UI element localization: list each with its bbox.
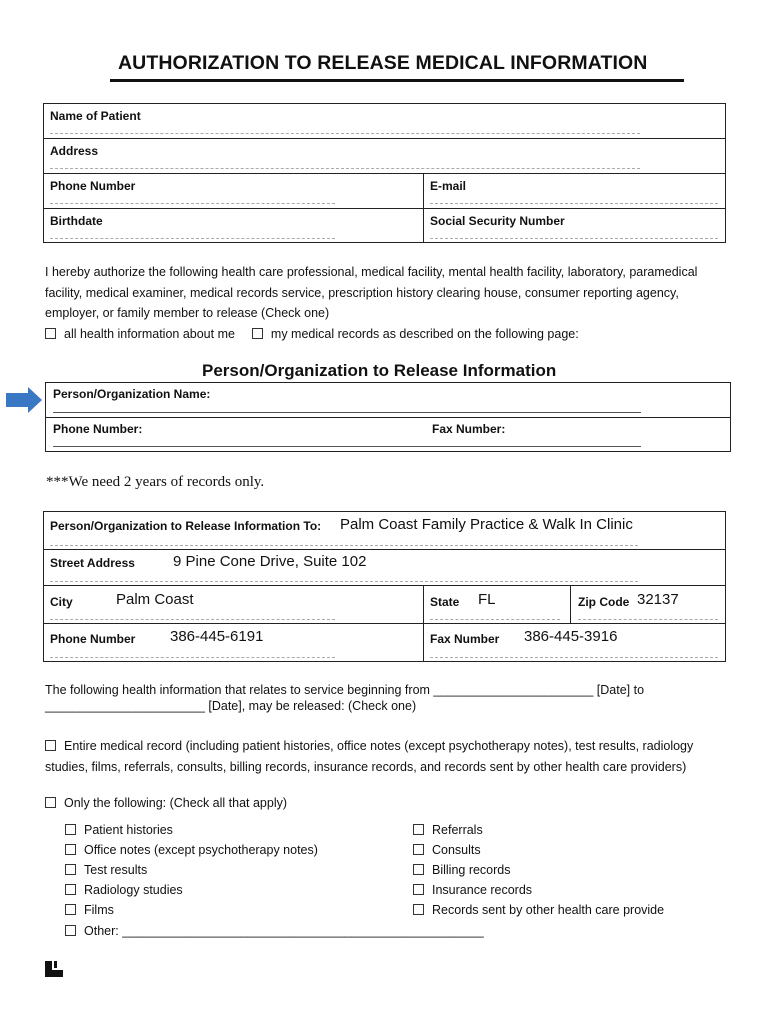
release-scope-options — [45, 324, 745, 345]
patient-name-row — [44, 104, 725, 139]
release-to-name-row — [44, 512, 725, 550]
release-from-phone-row — [46, 418, 730, 452]
release-to-label: Person/Organization to Release Information To: — [50, 519, 322, 533]
street-label: Street Address — [50, 556, 135, 570]
checkbox-patient-histories[interactable] — [65, 824, 76, 835]
item-other — [65, 924, 484, 938]
street-value[interactable]: 9 Pine Cone Drive, Suite 102 — [173, 553, 367, 570]
release-from-heading: Person/Organization to Release Information — [202, 361, 557, 380]
release-to-phone-label: Phone Number — [50, 632, 136, 646]
only-following-label: Only the following: (Check all that apply) — [64, 796, 288, 810]
release-from-fax-label: Fax Number: — [432, 422, 506, 436]
city-field — [50, 619, 335, 621]
item-insurance-records — [413, 883, 532, 897]
birthdate-field[interactable] — [50, 238, 335, 240]
films-label: Films — [84, 903, 114, 917]
referrals-label: Referrals — [432, 823, 483, 837]
street-row — [44, 550, 725, 586]
release-from-name-row — [46, 383, 730, 418]
item-films — [65, 903, 114, 917]
checkbox-test-results[interactable] — [65, 864, 76, 875]
street-field — [50, 581, 638, 583]
entire-record-option — [45, 736, 745, 777]
release-to-fax-label: Fax Number — [430, 632, 500, 646]
zip-field — [578, 619, 718, 621]
checkbox-office-notes[interactable] — [65, 844, 76, 855]
checkbox-consults[interactable] — [413, 844, 424, 855]
title-rule — [110, 79, 684, 82]
test-results-label: Test results — [84, 863, 148, 877]
entire-record-line-1: Entire medical record (including patient histories, office notes (except psychotherapy notes), test results, radiology — [64, 739, 694, 753]
release-to-name-value[interactable]: Palm Coast Family Practice & Walk In Clinic — [340, 516, 633, 533]
item-records-sent — [413, 903, 664, 917]
item-consults — [413, 843, 481, 857]
consults-label: Consults — [432, 843, 481, 857]
item-test-results — [65, 863, 147, 877]
checkbox-other[interactable] — [65, 925, 76, 936]
form-title: AUTHORIZATION TO RELEASE MEDICAL INFORMATION — [118, 52, 648, 74]
email-field[interactable] — [430, 203, 718, 205]
option-medical-records-label: my medical records as described on the following page: — [270, 326, 579, 341]
phone-field[interactable] — [50, 203, 335, 205]
address-row — [44, 139, 725, 174]
service-dates-line-2: _______________________ [Date], may be released: (Check one) — [45, 699, 417, 713]
state-value[interactable]: FL — [478, 591, 496, 608]
release-to-fax-field — [430, 657, 718, 659]
release-from-name-label: Person/Organization Name: — [53, 387, 211, 401]
phone-email-row — [44, 174, 725, 209]
item-referrals — [413, 823, 483, 837]
checkbox-insurance-records[interactable] — [413, 884, 424, 895]
checkbox-all-info[interactable] — [45, 328, 56, 339]
release-to-fax-value[interactable]: 386-445-3916 — [524, 628, 618, 645]
insurance-records-label: Insurance records — [432, 883, 533, 897]
authorization-line-3: employer, or family member to release (Check one) — [45, 306, 330, 320]
patient-info-table — [43, 103, 726, 243]
state-field — [430, 619, 560, 621]
entire-record-line-2: studies, films, referrals, consults, billing records, insurance records, and records sent by other health care providers) — [45, 759, 687, 774]
authorization-line-2: facility, medical examiner, medical records service, prescription history clearing house, consumer reporting agency, — [45, 285, 679, 300]
brand-logo-icon — [45, 961, 63, 977]
checkbox-only-following[interactable] — [45, 797, 56, 808]
service-dates-line-1: The following health information that relates to service beginning from _______________________ [Date] to — [45, 683, 645, 697]
address-label: Address — [50, 144, 99, 158]
state-label: State — [430, 595, 460, 609]
birthdate-ssn-row — [44, 209, 725, 243]
release-from-name-field[interactable] — [53, 412, 641, 414]
release-from-table — [45, 382, 731, 452]
zip-label: Zip Code — [578, 595, 630, 609]
patient-name-label: Name of Patient — [50, 109, 141, 123]
release-to-phone-field — [50, 657, 335, 659]
service-dates-paragraph — [45, 682, 745, 714]
city-state-zip-row — [44, 586, 725, 624]
authorization-paragraph — [45, 262, 745, 344]
checkbox-radiology-studies[interactable] — [65, 884, 76, 895]
checkbox-medical-records[interactable] — [252, 328, 263, 339]
authorization-line-1: I hereby authorize the following health care professional, medical facility, mental health facility, laboratory, paramedical — [45, 265, 698, 279]
right-arrow-icon — [4, 386, 44, 414]
checkbox-referrals[interactable] — [413, 824, 424, 835]
option-all-info-label: all health information about me — [64, 326, 235, 341]
records-note: ***We need 2 years of records only. — [46, 474, 265, 490]
release-from-phone-field[interactable] — [53, 446, 641, 448]
city-value[interactable]: Palm Coast — [116, 591, 194, 608]
item-patient-histories — [65, 823, 173, 837]
other-label: Other: ____________________________________________________ — [84, 924, 484, 938]
checkbox-billing-records[interactable] — [413, 864, 424, 875]
release-from-phone-label: Phone Number: — [53, 422, 143, 436]
records-sent-label: Records sent by other health care provide — [432, 903, 665, 917]
only-following-option — [45, 796, 287, 810]
item-office-notes — [65, 843, 318, 857]
city-label: City — [50, 595, 73, 609]
office-notes-label: Office notes (except psychotherapy notes) — [84, 843, 318, 857]
patient-histories-label: Patient histories — [84, 823, 173, 837]
email-label: E-mail — [430, 179, 467, 193]
checkbox-records-sent[interactable] — [413, 904, 424, 915]
release-to-phone-row — [44, 624, 725, 662]
item-billing-records — [413, 863, 511, 877]
release-to-table — [43, 511, 726, 662]
billing-records-label: Billing records — [432, 863, 511, 877]
ssn-label: Social Security Number — [430, 214, 565, 228]
ssn-field[interactable] — [430, 238, 718, 240]
birthdate-label: Birthdate — [50, 214, 103, 228]
zip-value[interactable]: 32137 — [637, 591, 679, 608]
address-field[interactable] — [50, 168, 640, 170]
release-to-phone-value[interactable]: 386-445-6191 — [170, 628, 264, 645]
radiology-studies-label: Radiology studies — [84, 883, 183, 897]
release-to-name-field — [50, 545, 638, 547]
checkbox-films[interactable] — [65, 904, 76, 915]
checkbox-entire-record[interactable] — [45, 740, 56, 751]
patient-name-field[interactable] — [50, 133, 640, 135]
phone-label: Phone Number — [50, 179, 136, 193]
item-radiology-studies — [65, 883, 183, 897]
